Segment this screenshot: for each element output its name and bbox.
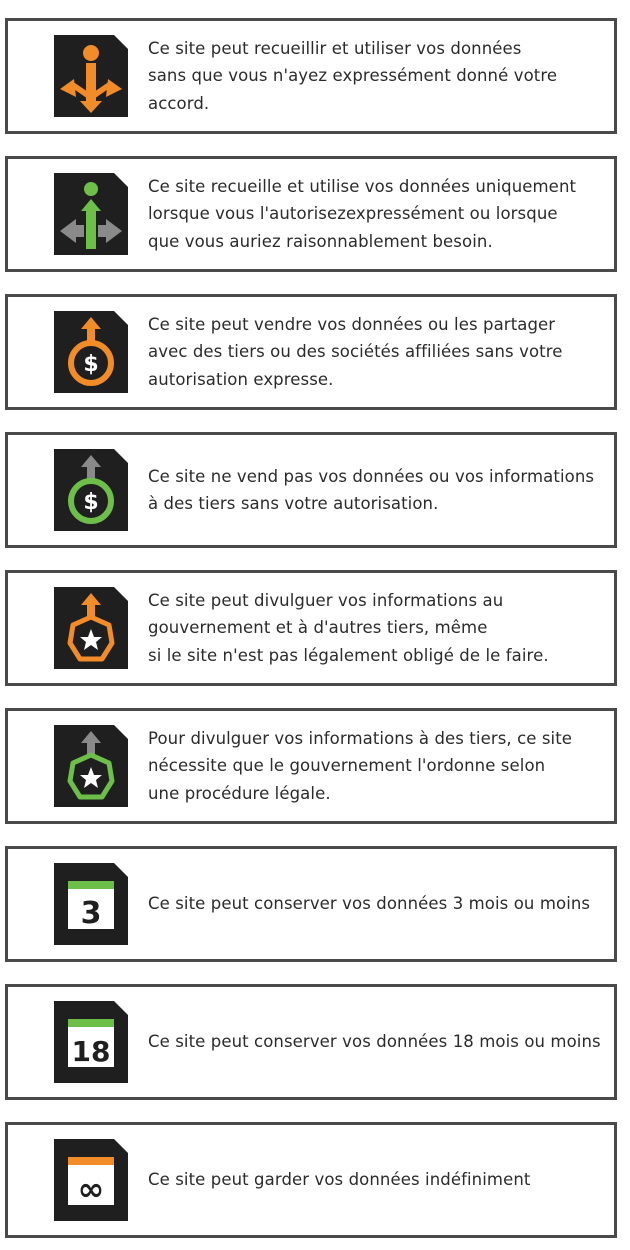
policy-card-collect-without-consent	[5, 18, 617, 134]
green-up-arrow-icon	[54, 173, 128, 255]
policy-card-no-sell	[5, 432, 617, 548]
svg-text:$: $	[83, 352, 99, 377]
orange-police-badge-icon	[54, 587, 128, 669]
policy-card-disclose-to-government	[5, 570, 617, 686]
calendar-infinity-icon	[54, 1139, 128, 1221]
policy-card-legal-procedure	[5, 708, 617, 824]
policy-text: Ce site peut garder vos données indéfiniment	[148, 1170, 531, 1190]
policy-text: Ce site peut conserver vos données 3 mois ou moins	[148, 894, 591, 914]
policy-card-retain-3-months	[5, 846, 617, 962]
svg-text:$: $	[83, 490, 99, 515]
policy-text: Ce site peut vendre vos données ou les partager avec des tiers ou des sociétés affiliées sans votre autorisation expresse.	[148, 314, 563, 389]
policy-text: Ce site ne vend pas vos données ou vos informations à des tiers sans votre autorisation.	[148, 466, 595, 513]
policy-text: Ce site recueille et utilise vos données uniquement lorsque vous l'autorisezexpressément ou lorsque que vous auriez raisonnablement besoin.	[148, 176, 577, 251]
orange-split-arrows-icon	[54, 35, 128, 117]
calendar-number: 18	[71, 1035, 111, 1068]
calendar-number: ∞	[77, 1170, 105, 1208]
green-dollar-coin-icon	[54, 449, 128, 531]
orange-dollar-coin-icon	[54, 311, 128, 393]
policy-card-retain-18-months	[5, 984, 617, 1100]
calendar-3-icon	[54, 863, 128, 945]
policy-card-retain-indefinitely	[5, 1122, 617, 1238]
policy-card-sell-data	[5, 294, 617, 410]
policy-text: Ce site peut recueillir et utiliser vos données sans que vous n'ayez expressément donné votre accord.	[148, 38, 558, 113]
policy-text: Ce site peut divulguer vos informations au gouvernement et à d'autres tiers, même si le site n'est pas légalement obligé de le faire.	[148, 590, 549, 665]
policy-card-collect-with-consent	[5, 156, 617, 272]
policy-text: Ce site peut conserver vos données 18 mois ou moins	[148, 1032, 601, 1052]
calendar-18-icon	[54, 1001, 128, 1083]
policy-text: Pour divulguer vos informations à des tiers, ce site nécessite que le gouvernement l'ordonne selon une procédure légale.	[148, 728, 573, 803]
calendar-number: 3	[80, 896, 102, 931]
green-police-badge-icon	[54, 725, 128, 807]
